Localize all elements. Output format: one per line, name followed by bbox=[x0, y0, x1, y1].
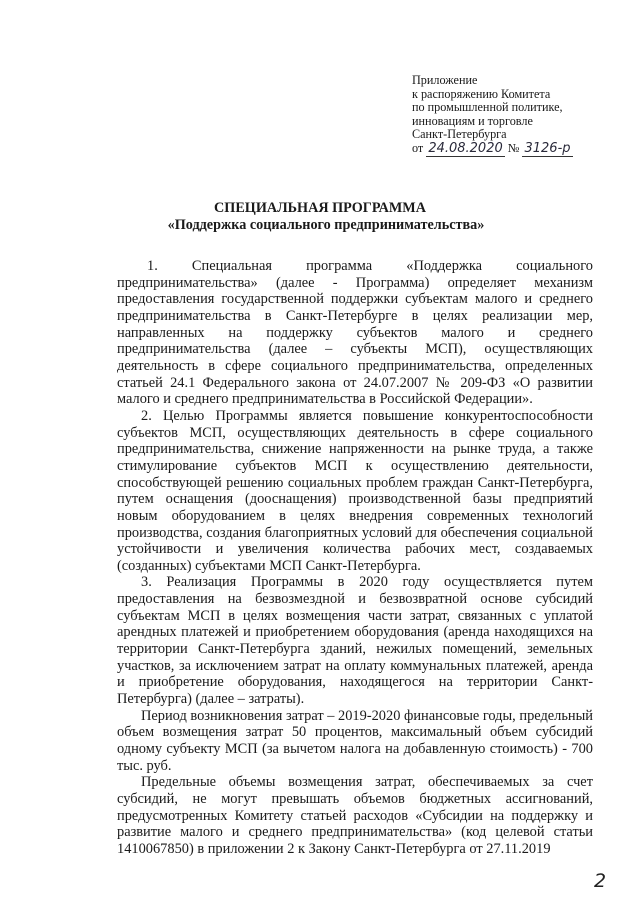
title-main: СПЕЦИАЛЬНАЯ ПРОГРАММА bbox=[214, 200, 426, 216]
appendix-line: по промышленной политике, bbox=[412, 100, 563, 115]
paragraph-5: Предельные объемы возмещения затрат, обеспечиваемых за счет субсидий, не могут превышать объемов бюджетных ассигнований, предусмотренных Комитету статьей расходов «Субсидии на поддержку и развитие малого и среднего предпринимательства» (код целевой статьи 1410067850) в приложении 2 к Закону Санкт-Петербурга от 27.11.2019 bbox=[117, 774, 593, 857]
paragraph-3: 3. Реализация Программы в 2020 году осуществляется путем предоставления на безвозмездной и безвозвратной основе субсидий субъектам МСП в целях возмещения части затрат, связанных с уплатой арендных платежей и приобретением оборудования (аренда находящихся на территории Санкт-Петербурга зданий, нежилых помещений, земельных участков, за исключением затрат на оплату коммунальных платежей, аренда и приобретение оборудования, находящегося на территории Санкт-Петербурга) (далее – затраты). bbox=[117, 574, 593, 708]
appendix-date-line bbox=[412, 142, 622, 156]
handwritten-number: 3126-р bbox=[524, 140, 571, 156]
appendix-block bbox=[412, 74, 622, 156]
appendix-line: Приложение bbox=[412, 73, 478, 87]
page-number: 2 bbox=[594, 870, 607, 892]
number-prefix: № bbox=[507, 140, 520, 155]
appendix-line: Санкт-Петербурга bbox=[412, 127, 507, 142]
handwritten-date: 24.08.2020 bbox=[428, 140, 503, 156]
date-prefix: от bbox=[412, 140, 424, 155]
paragraph-1: 1. Специальная программа «Поддержка социального предпринимательства» (далее - Программа) определяет механизм предоставления государственной поддержки субъектам малого и среднего предпринимательства в Санкт-Петербурге в целях реализации мер, направленных на поддержку субъектов малого и среднего предпринимательства (далее – субъекты МСП), осуществляющих деятельность в сфере социального предпринимательства, определенных статьей 24.1 Федерального закона от 24.07.2007 № 209-ФЗ «О развитии малого и среднего предпринимательства в Российской Федерации». bbox=[117, 258, 593, 408]
appendix-line: инновациям и торговле bbox=[412, 113, 533, 128]
paragraph-2: 2. Целью Программы является повышение конкурентоспособности субъектов МСП, осуществляющих деятельность в сфере социального предпринимательства, снижение напряженности на рынке труда, а также стимулирование субъектов МСП к осуществлению деятельности, способствующей решению социальных проблем граждан Санкт-Петербурга, путем оснащения (дооснащения) производственной базы предприятий новым оборудованием в целях внедрения современных технологий производства, создания благоприятных условий для обеспечения социальной устойчивости и увеличения количества рабочих мест, создаваемых (созданных) субъектами МСП Санкт-Петербурга. bbox=[117, 407, 593, 574]
title-subtitle: «Поддержка социального предпринимательства» bbox=[167, 217, 485, 233]
document-title bbox=[0, 200, 640, 234]
document-body bbox=[117, 258, 593, 858]
appendix-line: к распоряжению Комитета bbox=[412, 86, 551, 101]
paragraph-4: Период возникновения затрат – 2019-2020 финансовые годы, предельный объем возмещения затрат 50 процентов, максимальный объем субсидий одному субъекту МСП (за вычетом налога на добавленную стоимость) - 700 тыс. руб. bbox=[117, 707, 593, 774]
